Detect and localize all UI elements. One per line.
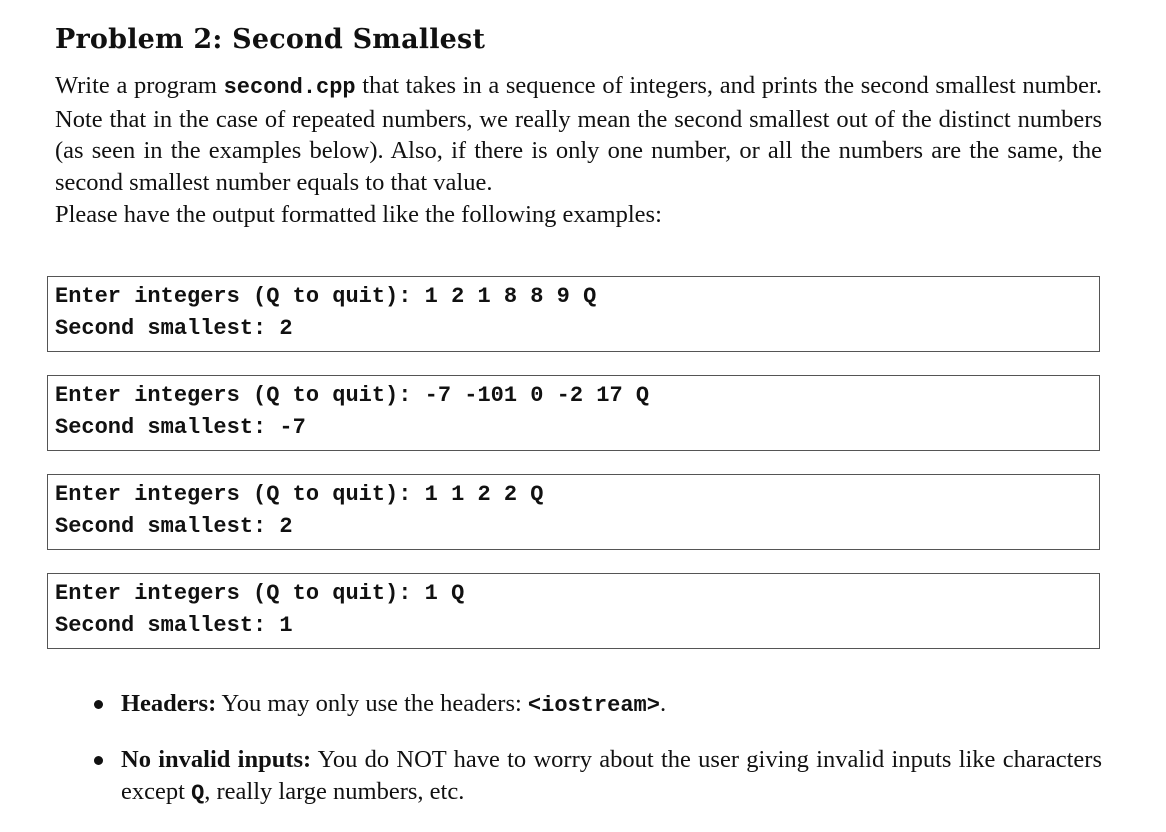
requirement-text-before: You may only use the headers: — [216, 690, 528, 717]
requirements-list — [92, 688, 1102, 832]
example-output-line: Second smallest: 2 — [55, 514, 293, 539]
bullet-icon — [94, 700, 103, 709]
requirement-code: <iostream> — [527, 693, 660, 718]
requirement-code: Q — [191, 781, 205, 806]
filename-code: second.cpp — [223, 75, 356, 100]
intro-after-code: that takes in a sequence of integers, and prints the second smallest number. Note that in the case of repeated numbers, we really mean the second smallest out of the distinct numbers (as seen in the examples below). Also, if there is only one number, or all the numbers are the same, the second smallest number equals to that value. — [55, 72, 1102, 197]
example-output-line: Second smallest: 1 — [55, 613, 293, 638]
example-box-2 — [47, 375, 1100, 451]
example-output-line: Second smallest: 2 — [55, 316, 293, 341]
example-input-line: Enter integers (Q to quit): -7 -101 0 -2 17 Q — [55, 383, 650, 408]
requirement-text-after: . — [659, 690, 667, 717]
requirement-lead: Headers: — [121, 690, 217, 717]
intro-before-code: Write a program — [55, 72, 224, 99]
requirement-headers — [92, 688, 1102, 722]
example-input-line: Enter integers (Q to quit): 1 1 2 2 Q — [55, 482, 544, 507]
format-note: Please have the output formatted like the following examples: — [55, 200, 662, 228]
example-box-1 — [47, 276, 1100, 352]
bullet-icon — [94, 756, 103, 765]
problem-title: Problem 2: Second Smallest — [55, 24, 486, 55]
requirement-text-after: , really large numbers, etc. — [204, 778, 465, 805]
example-input-line: Enter integers (Q to quit): 1 Q — [55, 581, 465, 606]
requirement-no-invalid-inputs — [92, 744, 1102, 810]
requirement-text-before: You do NOT have to worry about the user giving invalid inputs like characters except — [121, 746, 1102, 805]
requirement-lead: No invalid inputs: — [121, 746, 312, 773]
problem-description — [55, 70, 1102, 199]
example-box-3 — [47, 474, 1100, 550]
example-box-4 — [47, 573, 1100, 649]
example-output-line: Second smallest: -7 — [55, 415, 306, 440]
example-input-line: Enter integers (Q to quit): 1 2 1 8 8 9 Q — [55, 284, 597, 309]
document-page — [55, 22, 1102, 231]
